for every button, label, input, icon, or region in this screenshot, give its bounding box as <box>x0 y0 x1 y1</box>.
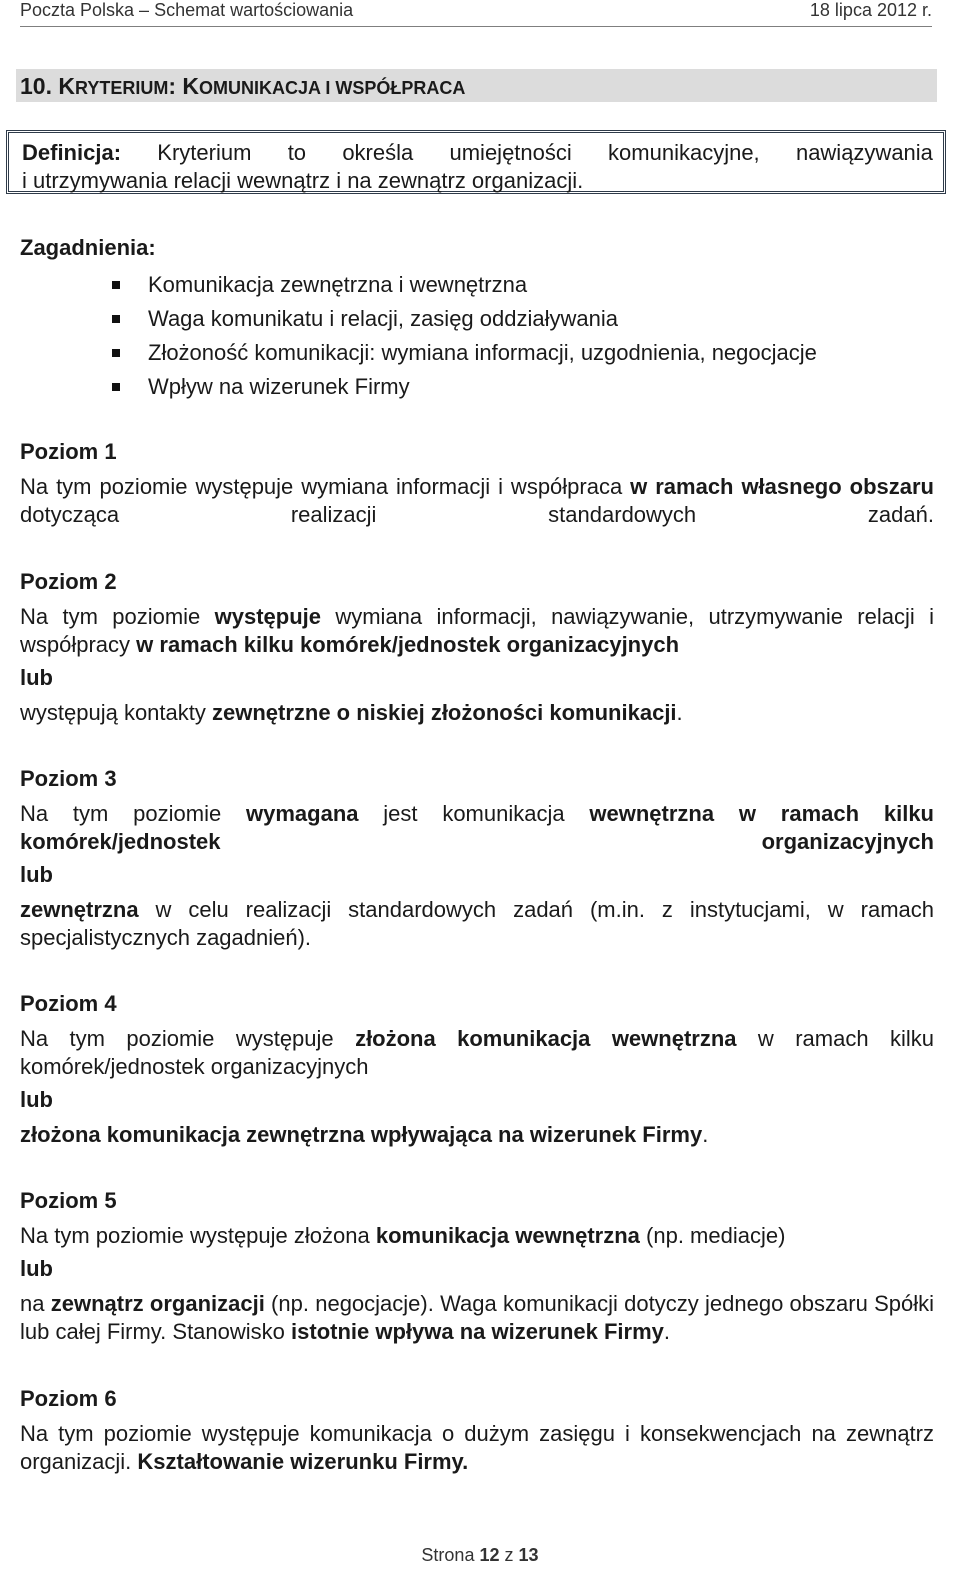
emphasis-text: wewnętrzna w ramach kilku komórek/jednostek organizacyjnych <box>20 801 934 854</box>
header-date: 18 lipca 2012 r. <box>809 0 932 20</box>
topics-heading: Zagadnienia: <box>20 235 156 260</box>
emphasis-text: złożona komunikacja wewnętrzna <box>355 1026 737 1051</box>
topic-text: Komunikacja zewnętrzna i wewnętrzna <box>148 272 528 297</box>
section-title-text <box>58 73 465 99</box>
emphasis-text: zewnętrzna <box>20 897 139 922</box>
section-title-part: K <box>58 73 75 99</box>
section-title <box>16 69 937 102</box>
body-text: (np. mediacje) <box>639 1223 786 1248</box>
definition-word: to <box>287 140 307 165</box>
level-description <box>20 699 934 727</box>
topic-text: Waga komunikatu i relacji, zasięg oddziaływania <box>148 306 618 331</box>
lub-connector: lub <box>20 665 53 690</box>
body-text: w ramach kilku komórek/jednostek organizacyjnych <box>20 1026 934 1079</box>
emphasis-text: zewnętrzne o niskiej złożoności komunikacji <box>211 700 677 725</box>
definition-word: komunikacyjne, <box>608 140 760 165</box>
level-description <box>20 1290 934 1346</box>
body-text: Na tym poziomie występuje komunikacja o dużym zasięgu i konsekwencjach na zewnątrz organizacji. <box>20 1421 934 1474</box>
level-description <box>20 603 934 659</box>
body-text: Na tym poziomie <box>20 801 246 826</box>
topic-text: Złożoność komunikacji: wymiana informacji, uzgodnienia, negocjacje <box>148 340 817 365</box>
body-text: wymiana informacji, nawiązywanie, utrzymywanie relacji i współpracy <box>20 604 934 657</box>
bullet-square-icon <box>112 315 120 323</box>
body-text: na <box>20 1291 51 1316</box>
emphasis-text: zewnątrz organizacji <box>50 1291 265 1316</box>
definition-box <box>6 130 946 194</box>
level-description <box>20 473 934 529</box>
section-title-part: : K <box>168 73 200 99</box>
emphasis-text: istotnie wpływa na wizerunek Firmy <box>291 1319 664 1344</box>
footer-prefix: Strona <box>421 1545 475 1565</box>
level-description <box>20 1420 934 1476</box>
emphasis-text: w ramach kilku komórek/jednostek organizacyjnych <box>136 632 680 657</box>
level-heading: Poziom 3 <box>20 766 117 791</box>
body-text: w celu realizacji standardowych zadań (m.in. z instytucjami, w ramach specjalistycznych zagadnień). <box>20 897 934 950</box>
level-heading: Poziom 6 <box>20 1386 117 1411</box>
header-title: Poczta Polska – Schemat wartościowania <box>20 0 354 20</box>
bullet-square-icon <box>112 281 120 289</box>
level-description <box>20 1025 934 1081</box>
level-heading: Poziom 2 <box>20 569 117 594</box>
level-description <box>20 896 934 952</box>
level-heading: Poziom 4 <box>20 991 117 1016</box>
definition-line-1 <box>22 139 933 167</box>
body-text: . <box>676 700 683 725</box>
emphasis-text: złożona komunikacja zewnętrzna wpływająca na wizerunek Firmy <box>20 1122 703 1147</box>
emphasis-text: występuje <box>214 604 321 629</box>
topic-item <box>110 268 817 302</box>
body-text: Na tym poziomie <box>20 604 215 629</box>
definition-word: określa <box>342 140 414 165</box>
body-text: . <box>702 1122 709 1147</box>
section-title-part: RYTERIUM <box>75 78 169 98</box>
lub-connector: lub <box>20 1087 53 1112</box>
level-description <box>20 1222 934 1250</box>
bullet-square-icon <box>112 383 120 391</box>
topic-item <box>110 370 817 404</box>
footer-page-number: 12 <box>479 1545 500 1565</box>
topic-item <box>110 336 817 370</box>
footer-separator: z <box>504 1545 514 1565</box>
body-text: Na tym poziomie występuje wymiana informacji i współpraca <box>20 474 631 499</box>
emphasis-text: komunikacja wewnętrzna <box>375 1223 640 1248</box>
level-heading: Poziom 1 <box>20 439 117 464</box>
topic-item <box>110 302 817 336</box>
lub-connector: lub <box>20 1256 53 1281</box>
body-text: Na tym poziomie występuje złożona <box>20 1223 376 1248</box>
definition-label: Definicja: <box>22 140 122 165</box>
page-header <box>20 0 932 27</box>
emphasis-text: w ramach własnego obszaru <box>630 474 934 499</box>
definition-word: Kryterium <box>157 140 252 165</box>
definition-word: nawiązywania <box>795 140 933 165</box>
page-footer <box>0 1545 960 1566</box>
body-text: . <box>663 1319 671 1344</box>
body-text: jest komunikacja <box>358 801 590 826</box>
topic-text: Wpływ na wizerunek Firmy <box>148 374 410 399</box>
definition-line-2: i utrzymywania relacji wewnątrz i na zewnątrz organizacji. <box>22 168 584 193</box>
definition-word: umiejętności <box>449 140 572 165</box>
footer-total-pages: 13 <box>518 1545 539 1565</box>
body-text: dotycząca realizacji standardowych zadań. <box>20 502 934 527</box>
body-text: (np. negocjacje). Waga komunikacji dotyczy jednego obszaru Spółki lub całej Firmy. Stanowisko <box>20 1291 934 1344</box>
level-heading: Poziom 5 <box>20 1188 117 1213</box>
body-text: Na tym poziomie występuje <box>20 1026 356 1051</box>
level-description <box>20 800 934 856</box>
emphasis-text: wymagana <box>246 801 359 826</box>
body-text: występują kontakty <box>20 700 212 725</box>
bullet-square-icon <box>112 349 120 357</box>
lub-connector: lub <box>20 862 53 887</box>
level-description <box>20 1121 934 1149</box>
section-number: 10. <box>20 73 52 99</box>
topics-list <box>110 268 817 404</box>
section-title-part: OMUNIKACJA I WSPÓŁPRACA <box>199 78 466 98</box>
emphasis-text: Kształtowanie wizerunku Firmy. <box>137 1449 469 1474</box>
